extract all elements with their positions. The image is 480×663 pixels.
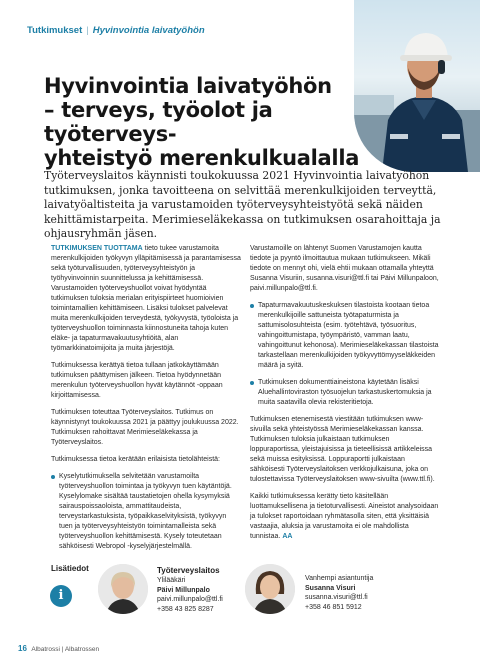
contact-1	[157, 565, 223, 614]
portrait-2	[245, 564, 295, 614]
title-line-2: – terveys, työolot ja työterveys-	[44, 98, 273, 146]
col2-paragraph-3	[250, 492, 440, 542]
contact-1-name: Päivi Millunpalo	[157, 586, 210, 594]
body-column-2	[250, 244, 440, 549]
lead-paragraph	[44, 169, 444, 242]
contact-2-phone: +358 46 851 5912	[305, 603, 362, 611]
contact-1-role: Ylilääkäri	[157, 577, 186, 584]
breadcrumb-topic: Hyvinvointia laivatyöhön	[92, 25, 205, 36]
contact-2	[305, 574, 373, 612]
avatar-susanna-visuri	[245, 564, 295, 614]
contact-1-org: Työterveyslaitos	[157, 566, 220, 575]
contact-1-email[interactable]: paivi.millunpalo@ttl.fi	[157, 596, 223, 604]
col1-paragraph-1	[51, 244, 241, 354]
lead-text: Työterveyslaitos käynnisti toukokuussa 2021 Hyvinvointia laivatyöhön tutkimuksen, jonka tavoitteena on selvittää merenkulkijoiden terveyttä, laivatyöaltisteita ja varustamoiden työterveysyhteistyötä sekä näiden kehittämistarpeita. Merimieseläkekassa on tutkimuksen osarahoittaja ja ohjausryhmän jäsen.	[44, 169, 441, 241]
contact-2-email[interactable]: susanna.visuri@ttl.fi	[305, 594, 368, 602]
contact-1-phone: +358 43 825 8287	[157, 605, 214, 613]
avatar-paivi-millunpalo	[98, 564, 148, 614]
col2-bullet-1: Tapaturmavakuutuskeskuksen tilastoista kootaan tietoa merenkulkijoille sattuneista työtapaturmista ja sattumisolosuhteista (esim. työtehtävä, työsuoritus, vahingoittumistapa, työympäristö, vamman laatu, vahingoittunut kehonosa). Merimieseläkekassan tilastoista tarkastellaan merenkulkijoiden työkyvyttömyyseläkkeiden määrä ja syitä.	[250, 301, 440, 371]
breadcrumb-section: Tutkimukset	[27, 25, 83, 36]
col1-paragraph-3: Tutkimuksen toteuttaa Työterveyslaitos. Tutkimus on käynnistynyt toukokuussa 2021 ja päättyy joulukuussa 2022. Tutkimuksen rahoittavat Merimieseläkekassa ja Työterveyslaitos.	[51, 409, 239, 446]
title-line-1: Hyvinvointia laivatyöhön	[44, 74, 332, 98]
col1-kicker: TUTKIMUKSEN TUOTTAMA	[51, 245, 143, 252]
col2-paragraph-2: Tutkimuksen etenemisestä viestitään tutkimuksen www-sivuilla sekä yhteistyössä Merimieseläkekassan kanssa. Tutkimuksen tuloksia julkaistaan tutkimuksen loppuraportissa, yleistajuisissa ja tieteellisissä artikkeleissa sekä muissa esityksissä. Loppuraportti julkaistaan sähköisesti Työterveyslaitoksen verkkojulkaisuna, joka on tulostettavissa Työterveyslaitoksen www-sivuilta (www.ttl.fi).	[250, 416, 435, 483]
article-title	[44, 74, 384, 170]
col1-bullet-1: Kyselytutkimuksella selvitetään varustamoilta työterveyshuollon toimintaa ja työkyvyn tuen käytäntöjä. Kyselylomake sisältää taustatietojen ohella kysymyksiä sairauspoissaoloista, ammattitaudeista, terveystarkastuksista, työpaikkaselvityksistä, työkyvyn tuen ja työterveysyhteistyön toimintamalleista sekä työterveyshuollon kehittämisestä. Kysely toteutetaan sähköisesti Webropol -kyselyjärjestelmällä.	[51, 472, 241, 552]
contact-2-role: Vanhempi asiantuntija	[305, 575, 374, 582]
page-number: 16	[18, 644, 27, 653]
end-mark: AA	[282, 533, 293, 540]
title-line-3: yhteistyö merenkulkualalla	[44, 146, 360, 170]
info-icon: i	[50, 585, 72, 607]
col1-p1-text: tieto tukee varustamoita merenkulkijoiden työkyvyn ylläpitämisessä ja parantamisessa sekä työturvallisuuden, työterveysyhteistyön ja työhyvinvoinnin suunnittelussa ja kehittämisessä. Varustamoiden työterveyshuollot voivat hyödyntää tutkimuksen tuloksia merialan erityispiirteet huomioivien toimintamallien kehittämiseen. Lisäksi tulokset palvelevat muita merenkulkijoiden terveydestä, työkyvystä, työoloista ja työterveyshuollon toiminnasta kiinnostuneita tahoja kuten eläke- ja tapaturmavakuutusyhtiöitä, alan työmarkkinatoimijoita ja muita järjestöjä.	[51, 245, 241, 352]
col2-bullet-2: Tutkimuksen dokumenttiaineistona käytetään lisäksi Aluehallintoviraston työsuojelun tarkastuskertomuksia ja muita saatavilla olevia rekisteritietoja.	[250, 378, 440, 408]
publication-name: Albatrossi | Albatrossen	[31, 646, 100, 653]
col2-paragraph-1: Varustamoille on lähtenyt Suomen Varustamojen kautta tiedote ja pyyntö ilmoittautua mukaan tutkimukseen. Mikäli tiedote on mennyt ohi, vielä ehtii mukaan ottamalla yhteyttä Susanna Visuriin, susanna.visuri@ttl.fi tai Päivi Millunpaloon, paivi.millunpalo@ttl.fi.	[250, 245, 439, 292]
col2-p3-text: Kaikki tutkimuksessa kerätty tieto käsitellään luottamuksellisena ja tietoturvallisesti. Aineistot analysoidaan ja tulokset raportoidaan ryhmätasolla siten, että yksittäisiä vastaajia, aluksia ja varustamoita ei ole mahdollista tunnistaa.	[250, 493, 439, 540]
col1-paragraph-4: Tutkimuksessa tietoa kerätään erilaisista tietolähteistä:	[51, 456, 220, 463]
contact-2-name: Susanna Visuri	[305, 584, 356, 592]
col1-paragraph-2: Tutkimuksessa kerättyä tietoa tullaan jatkokäyttämään tutkimuksen päättymisen jälkeen. Tietoa hyödynnetään merenkulun työterveyshuollon hyvät käytännöt -oppaan kirjoittamisessa.	[51, 362, 223, 399]
page-footer	[18, 644, 99, 653]
breadcrumb-separator: |	[86, 25, 89, 36]
info-label: Lisätiedot	[51, 564, 89, 573]
portrait-1	[98, 564, 148, 614]
body-column-1	[51, 244, 241, 559]
breadcrumb	[27, 25, 205, 36]
